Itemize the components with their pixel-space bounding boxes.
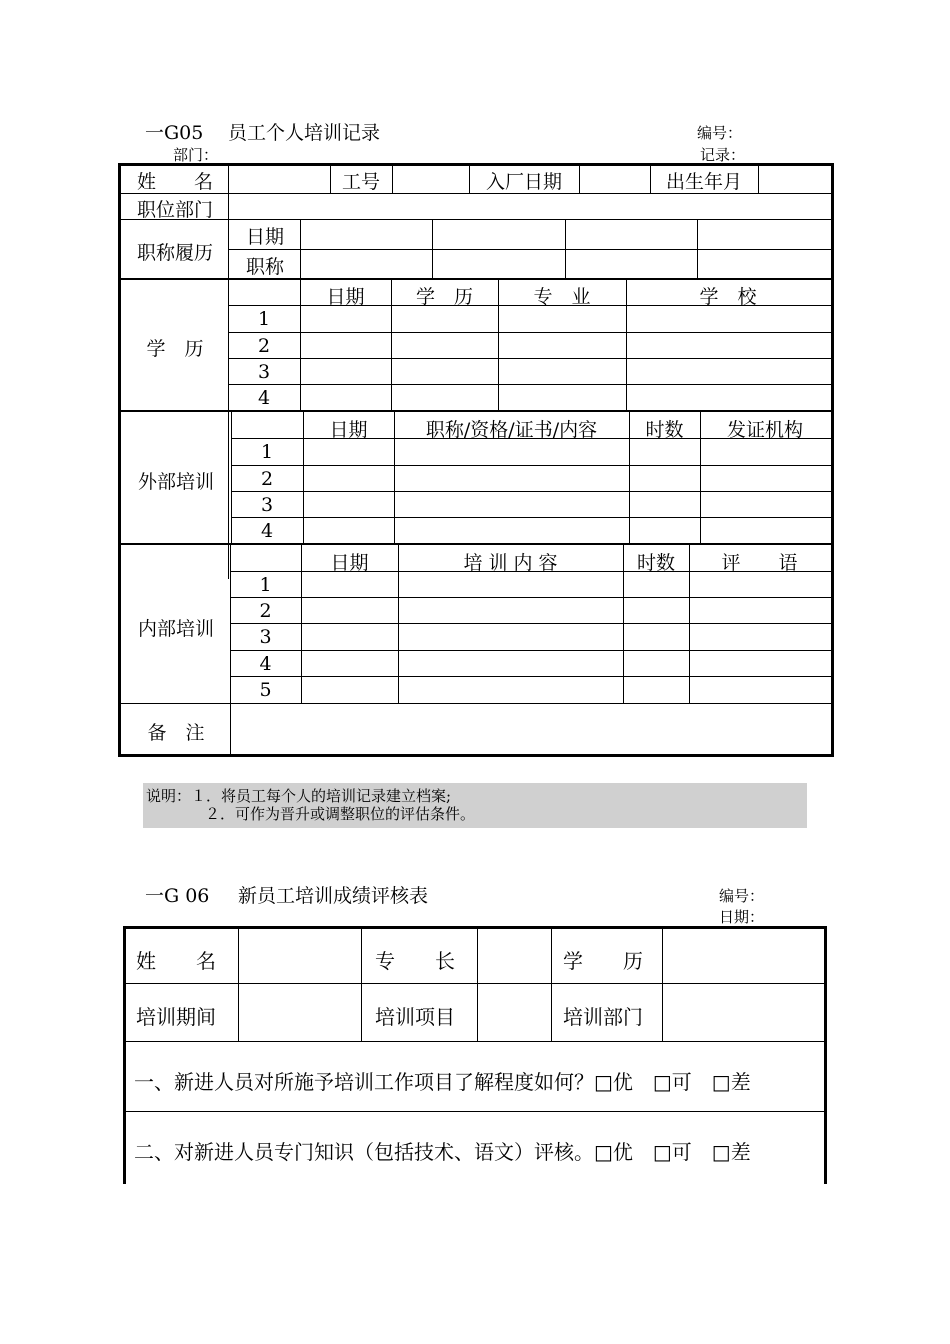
- edu-header-degree: 学 历: [415, 286, 473, 308]
- form2-title: 新员工培训成绩评核表: [238, 885, 429, 907]
- label-name: 姓 名: [136, 171, 213, 193]
- ext-header-issuer: 发证机构: [726, 419, 803, 441]
- label-entry-date: 入厂日期: [485, 171, 562, 193]
- edu-header-school: 学 校: [699, 286, 757, 308]
- form2-date-label: 日期：: [719, 908, 765, 926]
- ext-row-2: 2: [260, 468, 274, 490]
- edu-header-major: 专 业: [533, 286, 591, 308]
- note-box: [143, 783, 807, 828]
- ext-header-date: 日期: [329, 419, 368, 441]
- int-row-5: 5: [259, 679, 272, 701]
- int-row-4: 4: [259, 653, 272, 675]
- label-th-date: 日期: [245, 226, 284, 248]
- label-birth: 出生年月: [665, 171, 742, 193]
- f2-question-2: 二、对新进人员专门知识（包括技术、语文）评核。□优 □可 □差: [134, 1140, 751, 1164]
- int-header-comment: 评 语: [721, 552, 798, 574]
- form2-number-label: 编号：: [719, 887, 765, 905]
- edu-header-date: 日期: [326, 286, 365, 308]
- f2-label-dept: 培训部门: [563, 1005, 643, 1029]
- int-row-3: 3: [259, 626, 272, 648]
- label-external: 外部培训: [137, 471, 214, 493]
- label-th-title: 职称: [245, 256, 284, 278]
- edu-row-3: 3: [257, 361, 271, 383]
- label-position-dept: 职位部门: [136, 199, 213, 221]
- int-header-date: 日期: [330, 552, 369, 574]
- ext-header-hours: 时数: [645, 419, 684, 441]
- f2-label-project: 培训项目: [375, 1005, 455, 1029]
- f2-label-education: 学 历: [563, 949, 643, 973]
- ext-row-1: 1: [260, 441, 274, 463]
- ext-row-4: 4: [260, 520, 274, 542]
- label-internal: 内部培训: [137, 618, 214, 640]
- form1-code: 一G05: [145, 122, 204, 144]
- form1-dept-label: 部门：: [173, 146, 219, 164]
- form1-title: 员工个人培训记录: [228, 122, 381, 144]
- ext-row-3: 3: [260, 494, 274, 516]
- label-education: 学 历: [146, 338, 204, 360]
- form1-record-label: 记录：: [700, 146, 746, 164]
- ext-header-content: 职称/资格/证书/内容: [425, 419, 598, 441]
- edu-row-1: 1: [257, 308, 271, 330]
- f2-question-1: 一、新进人员对所施予培训工作项目了解程度如何？□优 □可 □差: [134, 1070, 751, 1094]
- form1-number-label: 编号：: [697, 124, 743, 142]
- int-row-1: 1: [259, 574, 272, 596]
- label-job-no: 工号: [341, 171, 380, 193]
- int-header-hours: 时数: [636, 552, 675, 574]
- f2-label-name: 姓 名: [136, 949, 216, 973]
- edu-row-2: 2: [257, 335, 271, 357]
- label-title-history: 职称履历: [136, 242, 213, 264]
- f2-label-period: 培训期间: [136, 1005, 216, 1029]
- edu-row-4: 4: [257, 387, 271, 409]
- note-line-1: 说明：１．将员工每个人的培训记录建立档案;: [146, 787, 452, 805]
- label-remarks: 备 注: [147, 722, 205, 744]
- f2-label-specialty: 专 长: [375, 949, 455, 973]
- note-line-2: ２．可作为晋升或调整职位的评估条件。: [205, 805, 476, 823]
- int-header-content: 培 训 内 容: [463, 552, 558, 574]
- form2-code: 一G 06: [145, 885, 210, 907]
- int-row-2: 2: [259, 600, 272, 622]
